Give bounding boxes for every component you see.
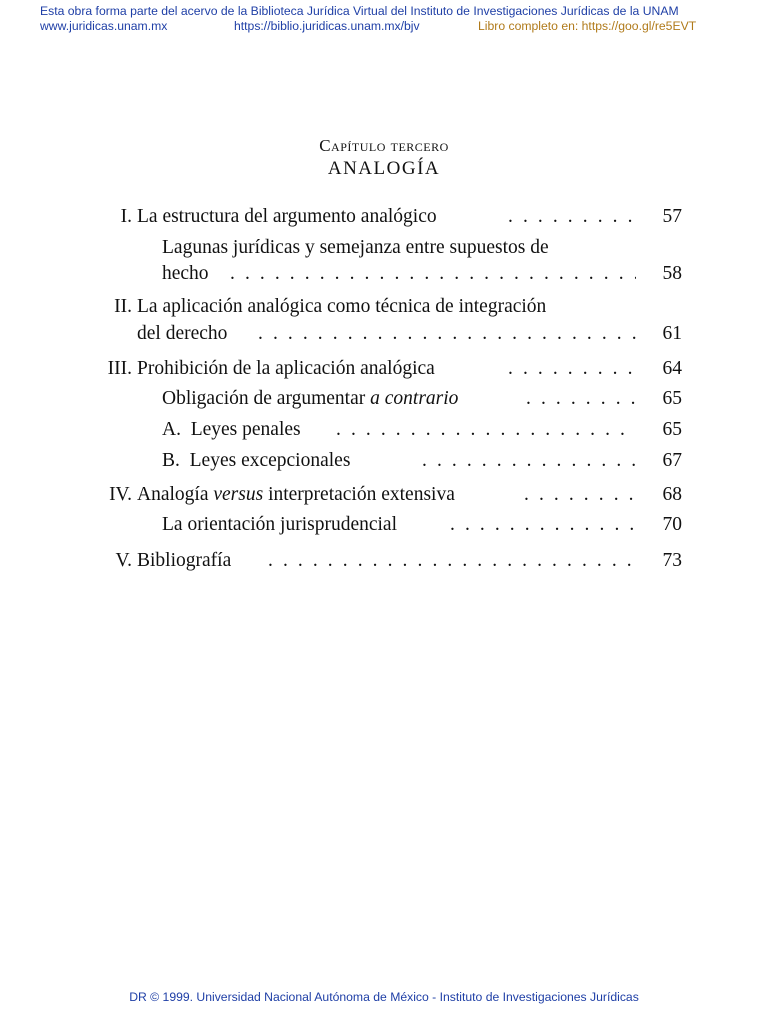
toc-number: IV. bbox=[109, 484, 132, 505]
toc-leader bbox=[230, 262, 636, 286]
toc-page: 73 bbox=[662, 550, 682, 571]
toc-title: Lagunas jurídicas y semejanza entre supuestos de bbox=[162, 237, 549, 258]
toc-leader bbox=[526, 387, 636, 411]
copyright-footer: DR © 1999. Universidad Nacional Autónoma de México - Instituto de Investigaciones Jurídicas bbox=[129, 990, 639, 1004]
toc-title: Prohibición de la aplicación analógica bbox=[137, 358, 435, 379]
toc-leader bbox=[336, 418, 636, 442]
toc-title: Bibliografía bbox=[137, 550, 232, 571]
toc-leader bbox=[450, 513, 636, 537]
toc-page: 57 bbox=[662, 206, 682, 227]
chapter-title: ANALOGÍA bbox=[327, 158, 441, 179]
toc-leader bbox=[268, 549, 636, 573]
toc-page: 67 bbox=[662, 450, 682, 471]
header-line1: Esta obra forma parte del acervo de la Biblioteca Jurídica Virtual del Instituto de Investigaciones Jurídicas de la UNAM bbox=[40, 4, 679, 18]
bjv-link[interactable]: https://biblio.juridicas.unam.mx/bjv bbox=[234, 19, 420, 33]
toc-leader bbox=[258, 322, 636, 346]
toc-number: II. bbox=[114, 296, 132, 317]
toc-number: V. bbox=[115, 550, 132, 571]
toc-title: B. Leyes excepcionales bbox=[162, 450, 351, 471]
toc-title: La aplicación analógica como técnica de integración bbox=[137, 296, 547, 317]
toc-title: A. Leyes penales bbox=[162, 419, 301, 440]
toc-number: III. bbox=[107, 358, 132, 379]
toc-page: 65 bbox=[662, 388, 682, 409]
book-link[interactable]: Libro completo en: https://goo.gl/re5EVT bbox=[478, 19, 697, 33]
toc-page: 68 bbox=[662, 484, 682, 505]
toc-page: 64 bbox=[662, 358, 682, 379]
toc-title: La estructura del argumento analógico bbox=[137, 206, 437, 227]
toc-page: 70 bbox=[662, 514, 682, 535]
chapter-label: Capítulo tercero bbox=[319, 136, 449, 155]
toc-page: 58 bbox=[662, 263, 682, 284]
toc-title: hecho bbox=[162, 263, 209, 284]
toc-leader bbox=[422, 449, 636, 473]
toc-title: del derecho bbox=[137, 323, 228, 344]
toc-number: I. bbox=[120, 206, 132, 227]
toc-leader bbox=[508, 205, 636, 229]
toc-title: Analogía versus interpretación extensiva bbox=[137, 484, 455, 505]
toc-title: La orientación jurisprudencial bbox=[162, 514, 397, 535]
toc-leader bbox=[524, 483, 636, 507]
site-link[interactable]: www.juridicas.unam.mx bbox=[40, 19, 168, 33]
toc-leader bbox=[508, 357, 636, 381]
toc-page: 65 bbox=[662, 419, 682, 440]
toc-page: 61 bbox=[662, 323, 682, 344]
toc-title: Obligación de argumentar a contrario bbox=[162, 388, 459, 409]
